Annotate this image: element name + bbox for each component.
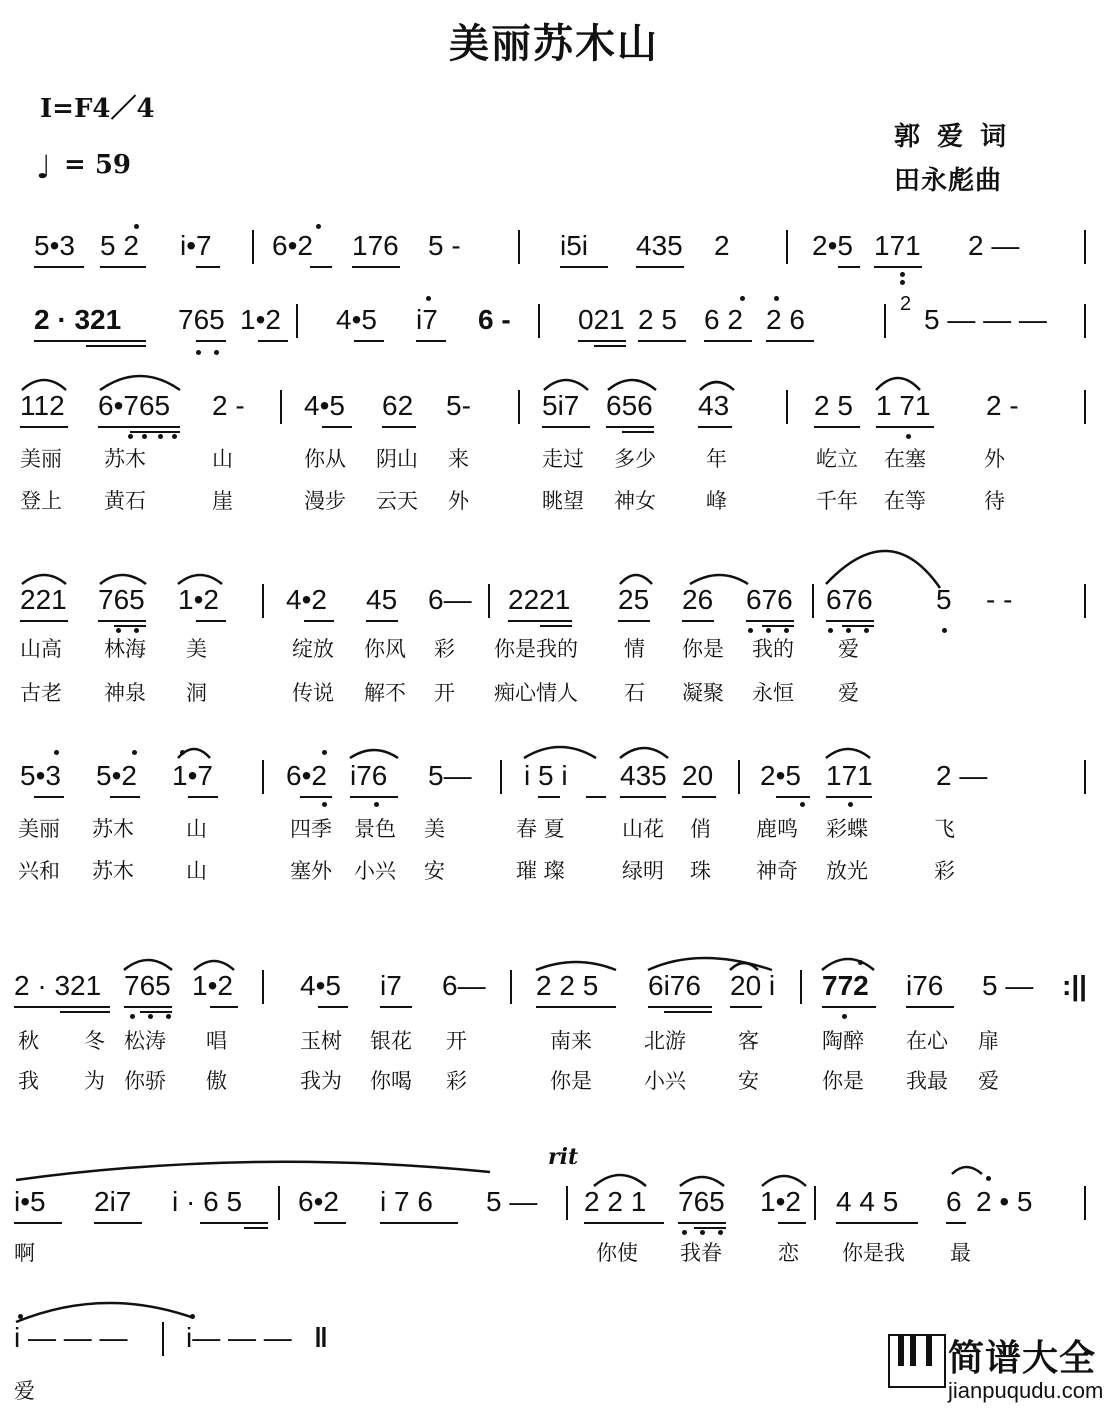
lyric-word: 山 xyxy=(212,447,233,471)
note-group: 2 — xyxy=(936,760,988,791)
lyric-word: 玉树 xyxy=(300,1029,342,1053)
note-group: 112 xyxy=(20,390,65,421)
barline xyxy=(814,1186,816,1220)
lyric-word: 你骄 xyxy=(124,1069,166,1093)
lyric-word: 秋 xyxy=(18,1029,39,1053)
lyric-word: 飞 xyxy=(934,817,955,841)
lyric-word: 美 xyxy=(186,637,207,661)
watermark-name: 简谱大全 xyxy=(948,1338,1097,1379)
lyric-word: 俏 xyxy=(690,817,711,841)
lyric-word: 爱 xyxy=(978,1069,999,1093)
staff-row-5 xyxy=(0,756,1108,816)
lyric-word: 多少 xyxy=(614,447,656,471)
lyric-word: 山高 xyxy=(20,637,62,661)
note-group: 45 xyxy=(366,584,398,615)
note-group: 4•5 xyxy=(300,970,341,1001)
lyric-line-1 xyxy=(0,444,1108,480)
note-group: 2221 xyxy=(508,584,571,615)
note-group: 765 xyxy=(678,1186,725,1217)
lyric-word: 扉 xyxy=(978,1029,999,1053)
lyric-word: 黄石 xyxy=(104,489,146,513)
note-group: 26 xyxy=(682,584,714,615)
staff-row-6 xyxy=(0,966,1108,1026)
lyric-word: 你从 xyxy=(304,447,346,471)
note-group: 5 — xyxy=(486,1186,538,1217)
lyric-word: 放光 xyxy=(826,859,868,883)
lyric-word: 景色 xyxy=(354,817,396,841)
lyric-word: 你是 xyxy=(550,1069,592,1093)
note-group: 435 xyxy=(636,230,683,261)
lyric-word: 我眷 xyxy=(680,1241,722,1265)
lyric-word: 崖 xyxy=(212,489,233,513)
lyric-word: 北游 xyxy=(644,1029,686,1053)
note-group: 43 xyxy=(698,390,730,421)
note-group: i76 xyxy=(350,760,388,791)
lyric-word: 你是我的 xyxy=(494,637,578,661)
lyric-word: 苏木 xyxy=(92,859,134,883)
lyric-word: 鹿鸣 xyxy=(756,817,798,841)
lyric-word: 来 xyxy=(448,447,469,471)
barline xyxy=(262,584,264,618)
note-group: 20 xyxy=(682,760,714,791)
note-group: 2•5 xyxy=(760,760,801,791)
lyric-word: 安 xyxy=(424,859,445,883)
note-group: 4 4 5 xyxy=(836,1186,899,1217)
barline xyxy=(1084,230,1086,264)
lyric-word: 春 夏 xyxy=(516,817,565,841)
lyric-word: 你喝 xyxy=(370,1069,412,1093)
note-group: 171 xyxy=(826,760,873,791)
lyric-word: 彩 xyxy=(446,1069,467,1093)
note-group: i — — — xyxy=(14,1322,128,1353)
note-group: 4•2 xyxy=(286,584,327,615)
note-group: 6•2 xyxy=(272,230,313,261)
lyric-word: 眺望 xyxy=(542,489,584,513)
barline xyxy=(538,304,540,338)
note-group: 2 • 5 xyxy=(976,1186,1033,1217)
note-group: 1•2 xyxy=(192,970,233,1001)
tempo-marking: = 59 xyxy=(64,150,132,180)
lyric-word: 在心 xyxy=(906,1029,948,1053)
quarter-note-icon: ♩ xyxy=(36,148,52,186)
note-group: 021 xyxy=(578,304,625,335)
lyric-word: 屹立 xyxy=(816,447,858,471)
barline xyxy=(1084,760,1086,794)
lyric-word: 美丽 xyxy=(18,817,60,841)
note-group: 4•5 xyxy=(336,304,377,335)
note-group: 25 xyxy=(618,584,650,615)
note-group: 676 xyxy=(826,584,873,615)
lyric-word: 南来 xyxy=(550,1029,592,1053)
barline xyxy=(1084,304,1086,338)
key-signature: I=F4／4 xyxy=(40,94,155,124)
note-group: 2 · 321 xyxy=(34,304,122,335)
lyric-word: 彩 xyxy=(434,637,455,661)
slur xyxy=(952,1167,982,1174)
lyric-word: 走过 xyxy=(542,447,584,471)
lyric-word: 永恒 xyxy=(752,681,794,705)
note-group: 2 - xyxy=(986,390,1019,421)
lyric-line-4 xyxy=(0,678,1108,714)
lyric-word: 凝聚 xyxy=(682,681,724,705)
lyric-line-8 xyxy=(0,1066,1108,1102)
note-group: i7 xyxy=(380,970,402,1001)
note-group: 2•5 xyxy=(812,230,853,261)
lyric-word: 山 xyxy=(186,859,207,883)
note-group: 5 2 xyxy=(100,230,139,261)
site-watermark xyxy=(888,1330,1104,1418)
lyric-word: 璀 璨 xyxy=(516,859,565,883)
barline xyxy=(262,970,264,1004)
lyricist-credit: 郭 爱 词 xyxy=(894,122,1011,152)
lyric-word: 为 xyxy=(84,1069,105,1093)
note-group: 2 - xyxy=(212,390,245,421)
note-group: 6i76 xyxy=(648,970,701,1001)
lyric-word: 待 xyxy=(984,489,1005,513)
note-group: 5 — xyxy=(982,970,1034,1001)
lyric-word: 美丽 xyxy=(20,447,62,471)
barline xyxy=(786,230,788,264)
lyric-line-6 xyxy=(0,856,1108,892)
lyric-word: 我 xyxy=(18,1069,39,1093)
lyric-word: 开 xyxy=(434,681,455,705)
note-group: i · 6 5 xyxy=(172,1186,243,1217)
lyric-word: 小兴 xyxy=(354,859,396,883)
note-group: 6 2 xyxy=(704,304,743,335)
lyric-line-3 xyxy=(0,634,1108,670)
note-group: 221 xyxy=(20,584,67,615)
lyric-word: 小兴 xyxy=(644,1069,686,1093)
barline xyxy=(252,230,254,264)
note-group: 5•3 xyxy=(34,230,75,261)
lyric-word: 我为 xyxy=(300,1069,342,1093)
lyric-word: 塞外 xyxy=(290,859,332,883)
note-group: 176 xyxy=(352,230,399,261)
note-group: i 7 6 xyxy=(380,1186,433,1217)
note-group: 5 - xyxy=(428,230,461,261)
lyric-word: 情 xyxy=(624,637,645,661)
note-group: i•5 xyxy=(14,1186,46,1217)
lyric-word: 痴心情人 xyxy=(494,681,578,705)
note-group: 2i7 xyxy=(94,1186,132,1217)
note-group: i•7 xyxy=(180,230,212,261)
lyric-word: 石 xyxy=(624,681,645,705)
barline xyxy=(488,584,490,618)
barline xyxy=(162,1322,164,1356)
note-group: 1•2 xyxy=(760,1186,801,1217)
barline xyxy=(278,1186,280,1220)
lyric-word: 神女 xyxy=(614,489,656,513)
lyric-word: 银花 xyxy=(370,1029,412,1053)
lyric-word: 绿明 xyxy=(622,859,664,883)
barline xyxy=(1084,1186,1086,1220)
lyric-word: 在等 xyxy=(884,489,926,513)
lyric-word: 你是 xyxy=(682,637,724,661)
lyric-word: 我的 xyxy=(752,637,794,661)
lyric-word: 珠 xyxy=(690,859,711,883)
lyric-word: 彩 xyxy=(934,859,955,883)
note-group: i7 xyxy=(416,304,438,335)
ritardando-marking: rit xyxy=(548,1144,579,1170)
note-group: 1 71 xyxy=(876,390,931,421)
lyric-word: 林海 xyxy=(104,637,146,661)
note-group: 6•2 xyxy=(298,1186,339,1217)
staff-row-7 xyxy=(0,1182,1108,1242)
note-group: 2 2 1 xyxy=(584,1186,647,1217)
staff-row-3 xyxy=(0,386,1108,446)
barline xyxy=(786,390,788,424)
note-group: 5•2 xyxy=(96,760,137,791)
note-group: i— — — xyxy=(186,1322,292,1353)
lyric-word: 爱 xyxy=(838,681,859,705)
piano-keys-icon xyxy=(888,1334,946,1388)
lyric-word: 我最 xyxy=(906,1069,948,1093)
note-group: 2 — xyxy=(968,230,1020,261)
lyric-word: 洞 xyxy=(186,681,207,705)
barline xyxy=(500,760,502,794)
barline xyxy=(1084,390,1086,424)
lyric-word: 啊 xyxy=(14,1241,35,1265)
lyric-word: 千年 xyxy=(816,489,858,513)
repeat-sign: :|| xyxy=(1062,970,1087,1001)
lyric-word: 最 xyxy=(950,1241,971,1265)
lyric-word: 云天 xyxy=(376,489,418,513)
barline xyxy=(262,760,264,794)
barline xyxy=(800,970,802,1004)
song-title: 美丽苏木山 xyxy=(449,20,659,67)
note-group: 6 - xyxy=(478,304,511,335)
slur xyxy=(16,1162,490,1180)
lyric-line-2 xyxy=(0,486,1108,522)
note-group: 2 · 321 xyxy=(14,970,102,1001)
lyric-word: 客 xyxy=(738,1029,759,1053)
lyric-line-5 xyxy=(0,814,1108,850)
barline xyxy=(566,1186,568,1220)
lyric-word: 神泉 xyxy=(104,681,146,705)
note-group: 6— xyxy=(442,970,486,1001)
lyric-word: 你风 xyxy=(364,637,406,661)
lyric-word: 陶醉 xyxy=(822,1029,864,1053)
note-group: 1•7 xyxy=(172,760,213,791)
lyric-word: 神奇 xyxy=(756,859,798,883)
lyric-word: 解不 xyxy=(364,681,406,705)
note-group: 20 i xyxy=(730,970,776,1001)
lyric-word: 彩蝶 xyxy=(826,817,868,841)
lyric-word: 开 xyxy=(446,1029,467,1053)
note-group: 765 xyxy=(124,970,171,1001)
note-group: 772 xyxy=(822,970,869,1001)
note-group: i76 xyxy=(906,970,944,1001)
barline xyxy=(510,970,512,1004)
note-group: 656 xyxy=(606,390,653,421)
note-group: 435 xyxy=(620,760,667,791)
lyric-line-7 xyxy=(0,1026,1108,1062)
note-group: 6•765 xyxy=(98,390,171,421)
barline xyxy=(296,304,298,338)
note-group: 2 5 xyxy=(814,390,853,421)
note-group: 2 5 xyxy=(638,304,677,335)
note-group: - - xyxy=(986,584,1013,615)
note-group: 765 xyxy=(98,584,145,615)
lyric-word: 安 xyxy=(738,1069,759,1093)
note-group: 5•3 xyxy=(20,760,61,791)
lyric-word: 爱 xyxy=(14,1379,35,1403)
lyric-word: 在塞 xyxy=(884,447,926,471)
barline xyxy=(1084,584,1086,618)
barline xyxy=(884,304,886,338)
lyric-word: 唱 xyxy=(206,1029,227,1053)
note-group: 171 xyxy=(874,230,921,261)
lyric-word: 绽放 xyxy=(292,637,334,661)
lyric-word: 冬 xyxy=(84,1029,105,1053)
staff-row-4 xyxy=(0,580,1108,640)
staff-row-2 xyxy=(0,293,1108,360)
note-group: 2 2 5 xyxy=(536,970,599,1001)
lyric-word: 苏木 xyxy=(92,817,134,841)
watermark-url: jianpuqudu.com xyxy=(948,1378,1104,1403)
note-group: 6 xyxy=(946,1186,962,1217)
note-group: 1•2 xyxy=(240,304,281,335)
lyric-word: 峰 xyxy=(706,489,727,513)
note-group: 5 — — — xyxy=(924,304,1047,335)
barline xyxy=(812,584,814,618)
note-group: 2 6 xyxy=(766,304,805,335)
lyric-word: 阴山 xyxy=(376,447,418,471)
lyric-word: 漫步 xyxy=(304,489,346,513)
note-group: 5 xyxy=(936,584,952,615)
barline xyxy=(738,760,740,794)
staff-row-1 xyxy=(0,226,1108,286)
lyric-word: 苏木 xyxy=(104,447,146,471)
lyric-word: 美 xyxy=(424,817,445,841)
lyric-word: 傲 xyxy=(206,1069,227,1093)
lyric-word: 年 xyxy=(706,447,727,471)
lyric-word: 山 xyxy=(186,817,207,841)
lyric-word: 你使 xyxy=(596,1241,638,1265)
note-group: 5— xyxy=(428,760,472,791)
lyric-word: 爱 xyxy=(838,637,859,661)
lyric-word: 松涛 xyxy=(124,1029,166,1053)
note-group: 6•2 xyxy=(286,760,327,791)
barline xyxy=(280,390,282,424)
lyric-word: 山花 xyxy=(622,817,664,841)
barline xyxy=(518,390,520,424)
note-group: 4•5 xyxy=(304,390,345,421)
note-group: i 5 i xyxy=(524,760,568,791)
note-group: 2 xyxy=(714,230,730,261)
lyric-line-9 xyxy=(0,1238,1108,1274)
lyric-word: 恋 xyxy=(778,1241,799,1265)
note-group: 1•2 xyxy=(178,584,219,615)
note-group: 5i7 xyxy=(542,390,580,421)
note-group: 6— xyxy=(428,584,472,615)
lyric-word: 你是 xyxy=(822,1069,864,1093)
barline xyxy=(518,230,520,264)
note-group: i5i xyxy=(560,230,589,261)
lyric-word: 四季 xyxy=(290,817,332,841)
lyric-word: 兴和 xyxy=(18,859,60,883)
composer-credit: 田永彪曲 xyxy=(894,166,1003,196)
lyric-word: 你是我 xyxy=(842,1241,905,1265)
lyric-word: 登上 xyxy=(20,489,62,513)
lyric-word: 古老 xyxy=(20,681,62,705)
note-group: 765 xyxy=(178,304,225,335)
lyric-word: 传说 xyxy=(292,681,334,705)
lyric-word: 外 xyxy=(984,447,1005,471)
note-group: 2 xyxy=(900,293,912,315)
note-group: 62 xyxy=(382,390,414,421)
note-group: 5- xyxy=(446,390,471,421)
lyric-word: 外 xyxy=(448,489,469,513)
note-group: 676 xyxy=(746,584,793,615)
final-barline: ‖ xyxy=(314,1322,328,1353)
